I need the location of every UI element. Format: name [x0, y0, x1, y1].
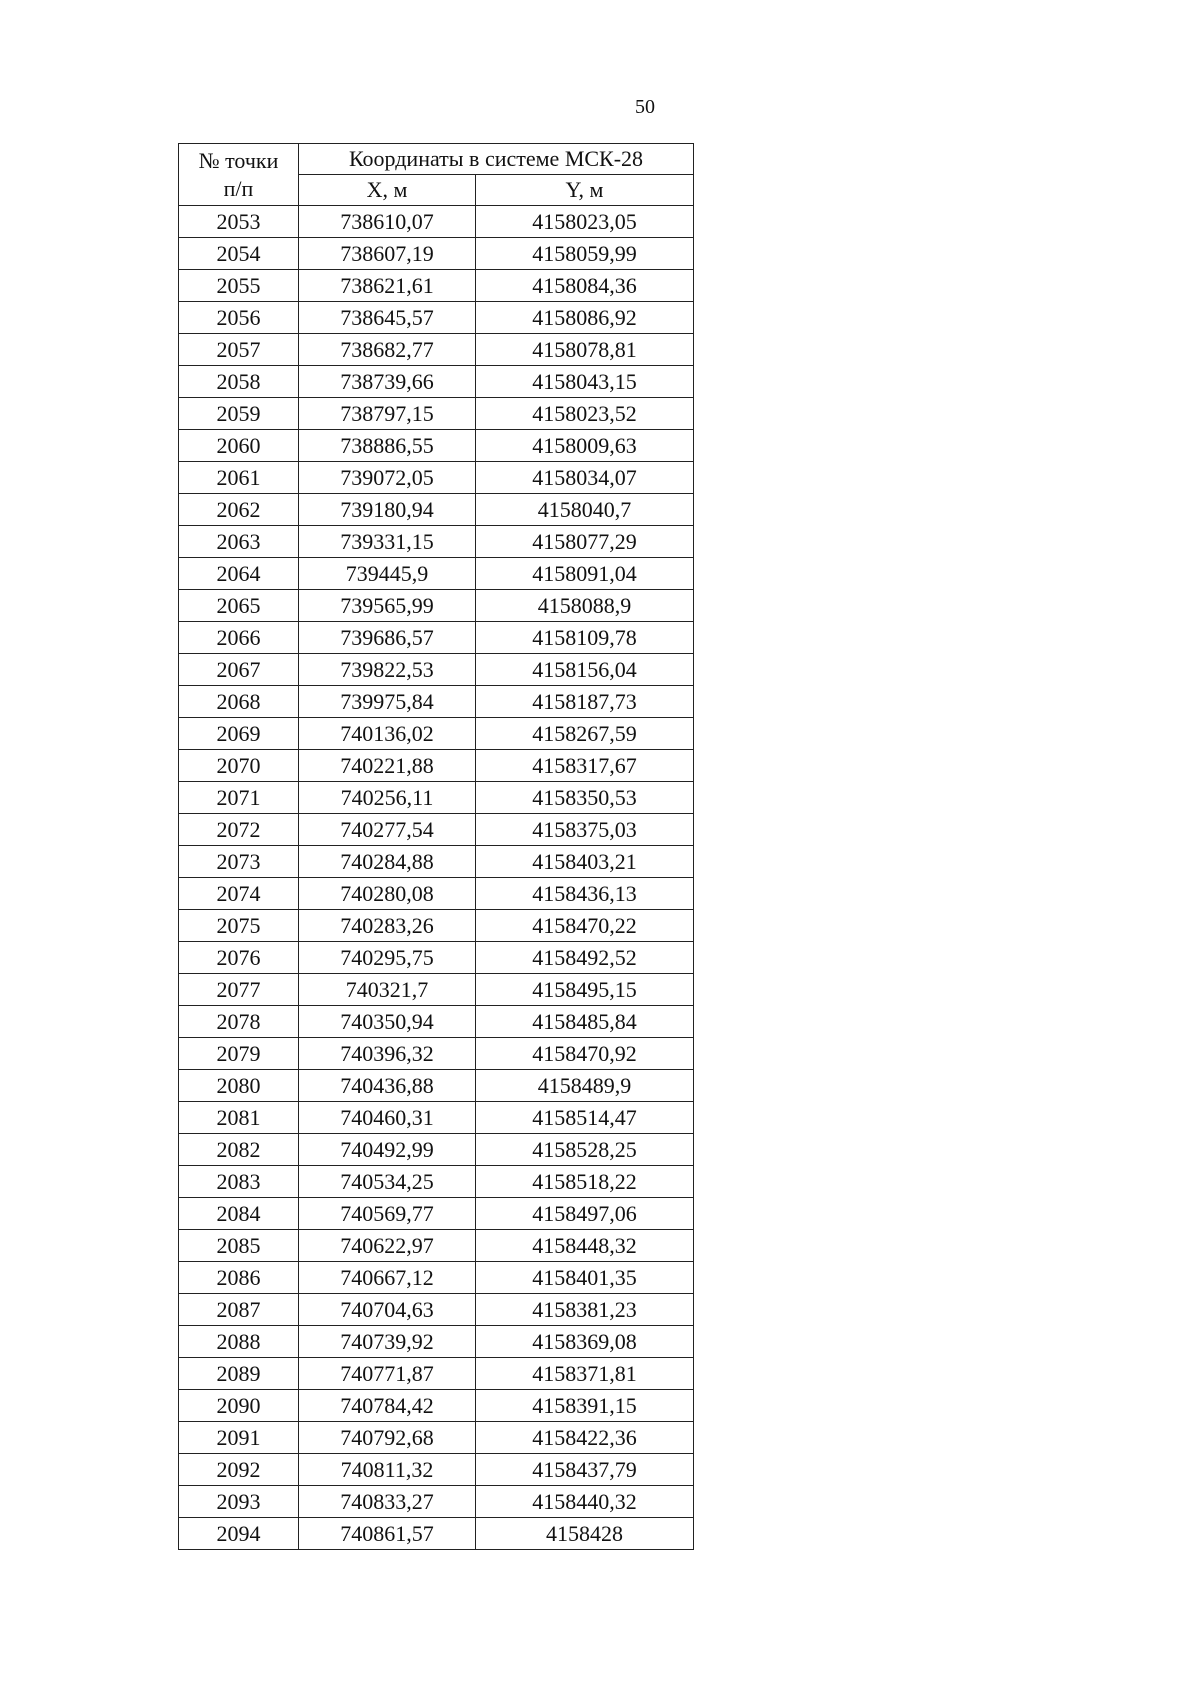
x-coordinate-cell: 740277,54 [299, 814, 476, 846]
point-number-cell: 2072 [179, 814, 299, 846]
point-number-cell: 2064 [179, 558, 299, 590]
y-coordinate-cell: 4158403,21 [476, 846, 694, 878]
x-coordinate-cell: 739445,9 [299, 558, 476, 590]
y-coordinate-cell: 4158369,08 [476, 1326, 694, 1358]
header-row-top [179, 144, 694, 175]
point-number-cell: 2061 [179, 462, 299, 494]
table-row [179, 654, 694, 686]
x-coordinate-cell: 739072,05 [299, 462, 476, 494]
x-coordinate-cell: 738610,07 [299, 206, 476, 238]
x-column-header: X, м [299, 175, 476, 206]
table-row [179, 1070, 694, 1102]
point-number-cell: 2077 [179, 974, 299, 1006]
x-coordinate-cell: 740350,94 [299, 1006, 476, 1038]
point-number-cell: 2074 [179, 878, 299, 910]
table-body [179, 206, 694, 1550]
x-coordinate-cell: 740295,75 [299, 942, 476, 974]
x-coordinate-cell: 738645,57 [299, 302, 476, 334]
y-coordinate-cell: 4158109,78 [476, 622, 694, 654]
table-row [179, 942, 694, 974]
x-coordinate-cell: 739686,57 [299, 622, 476, 654]
x-coordinate-cell: 740221,88 [299, 750, 476, 782]
table-row [179, 1198, 694, 1230]
point-number-cell: 2068 [179, 686, 299, 718]
x-coordinate-cell: 739975,84 [299, 686, 476, 718]
x-coordinate-cell: 740492,99 [299, 1134, 476, 1166]
x-coordinate-cell: 739565,99 [299, 590, 476, 622]
point-number-cell: 2083 [179, 1166, 299, 1198]
point-number-cell: 2065 [179, 590, 299, 622]
x-coordinate-cell: 740739,92 [299, 1326, 476, 1358]
page-number: 50 [635, 96, 655, 118]
x-coordinate-cell: 739331,15 [299, 526, 476, 558]
y-coordinate-cell: 4158518,22 [476, 1166, 694, 1198]
y-coordinate-cell: 4158497,06 [476, 1198, 694, 1230]
x-coordinate-cell: 738682,77 [299, 334, 476, 366]
x-coordinate-cell: 738797,15 [299, 398, 476, 430]
y-coordinate-cell: 4158492,52 [476, 942, 694, 974]
coordinates-table [178, 143, 694, 1550]
point-number-cell: 2057 [179, 334, 299, 366]
table-row [179, 430, 694, 462]
table-row [179, 878, 694, 910]
table-row [179, 1006, 694, 1038]
point-number-cell: 2056 [179, 302, 299, 334]
x-coordinate-cell: 740704,63 [299, 1294, 476, 1326]
table-row [179, 910, 694, 942]
point-number-cell: 2080 [179, 1070, 299, 1102]
x-coordinate-cell: 740436,88 [299, 1070, 476, 1102]
point-number-cell: 2078 [179, 1006, 299, 1038]
table-row [179, 814, 694, 846]
table-row [179, 1230, 694, 1262]
point-number-cell: 2055 [179, 270, 299, 302]
x-coordinate-cell: 738886,55 [299, 430, 476, 462]
point-number-cell: 2086 [179, 1262, 299, 1294]
y-coordinate-cell: 4158023,52 [476, 398, 694, 430]
point-number-cell: 2062 [179, 494, 299, 526]
point-number-header-line2: п/п [223, 175, 254, 201]
y-coordinate-cell: 4158040,7 [476, 494, 694, 526]
x-coordinate-cell: 738607,19 [299, 238, 476, 270]
y-coordinate-cell: 4158023,05 [476, 206, 694, 238]
table-row [179, 1166, 694, 1198]
table-row [179, 462, 694, 494]
table-row [179, 846, 694, 878]
point-number-cell: 2063 [179, 526, 299, 558]
point-number-cell: 2079 [179, 1038, 299, 1070]
y-coordinate-cell: 4158381,23 [476, 1294, 694, 1326]
table-row [179, 1326, 694, 1358]
x-coordinate-cell: 740284,88 [299, 846, 476, 878]
y-coordinate-cell: 4158437,79 [476, 1454, 694, 1486]
point-number-cell: 2084 [179, 1198, 299, 1230]
x-coordinate-cell: 738739,66 [299, 366, 476, 398]
table-row [179, 1390, 694, 1422]
x-coordinate-cell: 740792,68 [299, 1422, 476, 1454]
x-coordinate-cell: 740256,11 [299, 782, 476, 814]
y-coordinate-cell: 4158422,36 [476, 1422, 694, 1454]
x-coordinate-cell: 740396,32 [299, 1038, 476, 1070]
table-row [179, 1518, 694, 1550]
x-coordinate-cell: 740569,77 [299, 1198, 476, 1230]
point-number-cell: 2088 [179, 1326, 299, 1358]
x-coordinate-cell: 738621,61 [299, 270, 476, 302]
point-number-cell: 2092 [179, 1454, 299, 1486]
y-coordinate-cell: 4158187,73 [476, 686, 694, 718]
point-number-cell: 2066 [179, 622, 299, 654]
table-row [179, 270, 694, 302]
table-row [179, 1038, 694, 1070]
x-coordinate-cell: 740667,12 [299, 1262, 476, 1294]
table-header [179, 144, 694, 206]
x-coordinate-cell: 740771,87 [299, 1358, 476, 1390]
point-number-cell: 2058 [179, 366, 299, 398]
table-row [179, 238, 694, 270]
y-coordinate-cell: 4158088,9 [476, 590, 694, 622]
point-number-cell: 2085 [179, 1230, 299, 1262]
y-coordinate-cell: 4158059,99 [476, 238, 694, 270]
x-coordinate-cell: 740321,7 [299, 974, 476, 1006]
y-coordinate-cell: 4158317,67 [476, 750, 694, 782]
point-number-cell: 2081 [179, 1102, 299, 1134]
table-row [179, 622, 694, 654]
point-number-cell: 2076 [179, 942, 299, 974]
point-number-cell: 2059 [179, 398, 299, 430]
table-row [179, 1134, 694, 1166]
y-coordinate-cell: 4158470,22 [476, 910, 694, 942]
y-coordinate-cell: 4158440,32 [476, 1486, 694, 1518]
table-row [179, 750, 694, 782]
y-coordinate-cell: 4158084,36 [476, 270, 694, 302]
x-coordinate-cell: 739180,94 [299, 494, 476, 526]
table-row [179, 1454, 694, 1486]
table-row [179, 974, 694, 1006]
table-row [179, 398, 694, 430]
point-number-cell: 2069 [179, 718, 299, 750]
point-number-cell: 2091 [179, 1422, 299, 1454]
table-row [179, 558, 694, 590]
x-coordinate-cell: 740861,57 [299, 1518, 476, 1550]
y-coordinate-cell: 4158009,63 [476, 430, 694, 462]
point-number-cell: 2073 [179, 846, 299, 878]
point-number-header [179, 144, 299, 206]
table-row [179, 718, 694, 750]
point-number-cell: 2075 [179, 910, 299, 942]
point-number-cell: 2067 [179, 654, 299, 686]
point-number-cell: 2093 [179, 1486, 299, 1518]
table-row [179, 302, 694, 334]
x-coordinate-cell: 740136,02 [299, 718, 476, 750]
x-coordinate-cell: 740534,25 [299, 1166, 476, 1198]
y-coordinate-cell: 4158489,9 [476, 1070, 694, 1102]
point-number-cell: 2070 [179, 750, 299, 782]
point-number-header-line1: № точки [198, 147, 279, 173]
y-coordinate-cell: 4158401,35 [476, 1262, 694, 1294]
table-row [179, 1294, 694, 1326]
y-coordinate-cell: 4158043,15 [476, 366, 694, 398]
table-row [179, 1358, 694, 1390]
x-coordinate-cell: 740811,32 [299, 1454, 476, 1486]
y-coordinate-cell: 4158470,92 [476, 1038, 694, 1070]
table-row [179, 686, 694, 718]
table-row [179, 526, 694, 558]
y-column-header: Y, м [476, 175, 694, 206]
y-coordinate-cell: 4158528,25 [476, 1134, 694, 1166]
y-coordinate-cell: 4158156,04 [476, 654, 694, 686]
y-coordinate-cell: 4158034,07 [476, 462, 694, 494]
x-coordinate-cell: 740280,08 [299, 878, 476, 910]
y-coordinate-cell: 4158350,53 [476, 782, 694, 814]
y-coordinate-cell: 4158267,59 [476, 718, 694, 750]
point-number-cell: 2053 [179, 206, 299, 238]
x-coordinate-cell: 740622,97 [299, 1230, 476, 1262]
table-row [179, 1486, 694, 1518]
y-coordinate-cell: 4158495,15 [476, 974, 694, 1006]
table-row [179, 1102, 694, 1134]
x-coordinate-cell: 740283,26 [299, 910, 476, 942]
table-row [179, 334, 694, 366]
point-number-cell: 2087 [179, 1294, 299, 1326]
point-number-cell: 2090 [179, 1390, 299, 1422]
table-row [179, 590, 694, 622]
point-number-cell: 2094 [179, 1518, 299, 1550]
point-number-cell: 2060 [179, 430, 299, 462]
point-number-cell: 2071 [179, 782, 299, 814]
y-coordinate-cell: 4158514,47 [476, 1102, 694, 1134]
table-row [179, 494, 694, 526]
table-row [179, 366, 694, 398]
x-coordinate-cell: 740460,31 [299, 1102, 476, 1134]
y-coordinate-cell: 4158078,81 [476, 334, 694, 366]
x-coordinate-cell: 740784,42 [299, 1390, 476, 1422]
x-coordinate-cell: 740833,27 [299, 1486, 476, 1518]
point-number-cell: 2082 [179, 1134, 299, 1166]
x-coordinate-cell: 739822,53 [299, 654, 476, 686]
y-coordinate-cell: 4158448,32 [476, 1230, 694, 1262]
y-coordinate-cell: 4158436,13 [476, 878, 694, 910]
table-row [179, 782, 694, 814]
table-row [179, 1262, 694, 1294]
coordinates-system-header: Координаты в системе МСК-28 [299, 144, 694, 175]
point-number-cell: 2089 [179, 1358, 299, 1390]
table-row [179, 206, 694, 238]
y-coordinate-cell: 4158091,04 [476, 558, 694, 590]
y-coordinate-cell: 4158086,92 [476, 302, 694, 334]
y-coordinate-cell: 4158485,84 [476, 1006, 694, 1038]
y-coordinate-cell: 4158375,03 [476, 814, 694, 846]
y-coordinate-cell: 4158077,29 [476, 526, 694, 558]
y-coordinate-cell: 4158371,81 [476, 1358, 694, 1390]
table-row [179, 1422, 694, 1454]
y-coordinate-cell: 4158428 [476, 1518, 694, 1550]
point-number-cell: 2054 [179, 238, 299, 270]
y-coordinate-cell: 4158391,15 [476, 1390, 694, 1422]
